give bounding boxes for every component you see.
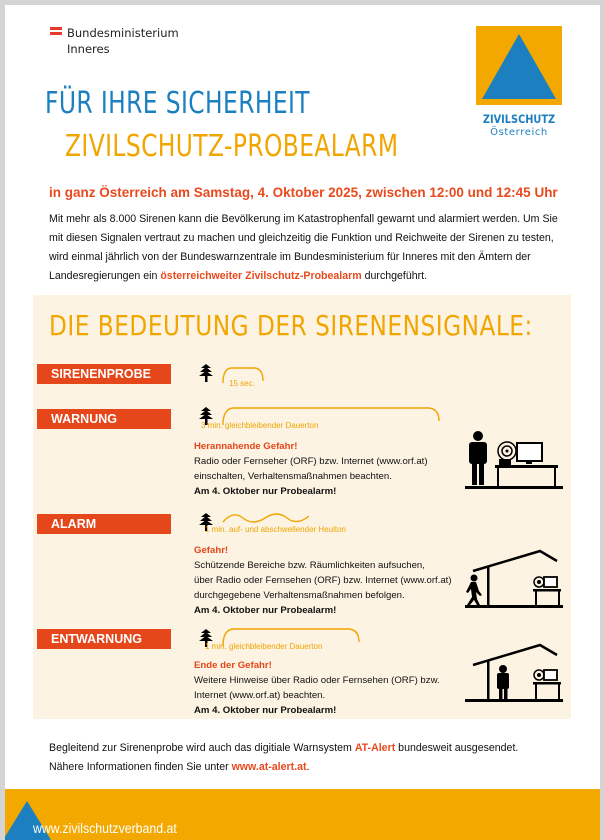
page-title: FÜR IHRE SICHERHEIT bbox=[45, 86, 310, 121]
signal-description-entwarnung bbox=[194, 658, 440, 718]
signal-note: Am 4. Oktober nur Probealarm! bbox=[194, 605, 337, 616]
intro-text-end: durchgeführt. bbox=[361, 270, 428, 282]
person-entering-house-icon bbox=[465, 549, 565, 609]
at-alert-highlight: AT-Alert bbox=[354, 742, 396, 754]
at-alert-link[interactable]: www.at-alert.at bbox=[231, 761, 307, 773]
flyer-page bbox=[5, 5, 600, 840]
signal-label-alarm: ALARM bbox=[37, 514, 171, 534]
person-inside-house-icon bbox=[465, 641, 565, 703]
intro-text-main: Mit mehr als 8.000 Sirenen kann die Bevölkerung im Katastrophenfall gewarnt und alarmiert werden. Um Sie mit diesen Signalen vertraut zu machen und gleichzeitig die Funktion und Reichweite der Sirenen zu testen, wird einmal jährlich von der Bundeswarnzentrale im Bundesministerium für Inneres mit den Ämtern der Landesregierungen ein bbox=[49, 213, 558, 282]
ministry-name bbox=[67, 25, 179, 57]
austria-flag-icon bbox=[50, 27, 62, 37]
footer-website-link[interactable]: www.zivilschutzverband.at bbox=[33, 820, 177, 836]
signal-heading: Gefahr! bbox=[194, 545, 229, 556]
siren-icon bbox=[199, 364, 213, 382]
more-info-text: Nähere Informationen finden Sie unter bbox=[49, 761, 232, 773]
tone-duration: 15 sec. bbox=[229, 379, 255, 388]
signal-label-sirenenprobe: SIRENENPROBE bbox=[37, 364, 171, 384]
ministry-line2: Inneres bbox=[67, 42, 110, 56]
footer-bar bbox=[5, 789, 600, 840]
triangle-logo-icon bbox=[476, 26, 562, 105]
page-subtitle: ZIVILSCHUTZ-PROBEALARM bbox=[65, 129, 399, 164]
signal-note: Am 4. Oktober nur Probealarm! bbox=[194, 705, 337, 716]
at-alert-info bbox=[49, 739, 518, 777]
signal-text-line: Weitere Hinweise über Radio oder Fernsehen (ORF) bzw. bbox=[194, 675, 440, 686]
at-alert-line2 bbox=[49, 758, 518, 777]
signal-text-line: einschalten, Verhaltensmaßnahmen beachten. bbox=[194, 471, 392, 482]
at-alert-text: Begleitend zur Sirenenprobe wird auch das digitiale Warnsystem bbox=[49, 742, 355, 754]
tone-description: 1 min. gleichbleibender Dauerton bbox=[205, 642, 323, 651]
wailing-tone-curve-icon bbox=[221, 510, 311, 526]
logo-country: Österreich bbox=[490, 127, 548, 138]
signal-text-line: Schützende Bereiche bzw. Räumlichkeiten aufsuchen, bbox=[194, 560, 425, 571]
signal-label-entwarnung: ENTWARNUNG bbox=[37, 629, 171, 649]
intro-text bbox=[49, 210, 569, 286]
ministry-line1: Bundesministerium bbox=[67, 26, 179, 40]
zivilschutz-logo bbox=[476, 26, 562, 138]
siren-signals-panel bbox=[33, 295, 571, 719]
intro-highlight: österreichweiter Zivilschutz-Probealarm bbox=[160, 270, 362, 282]
date-line: in ganz Österreich am Samstag, 4. Oktober 2025, zwischen 12:00 und 12:45 Uhr bbox=[49, 185, 558, 200]
signal-text-line: Internet (www.orf.at) beachten. bbox=[194, 690, 326, 701]
tone-description: 3 min. gleichbleibender Dauerton bbox=[201, 421, 319, 430]
person-with-radio-tv-icon bbox=[465, 429, 565, 491]
section-title: DIE BEDEUTUNG DER SIRENENSIGNALE: bbox=[49, 309, 533, 342]
signal-description-warnung bbox=[194, 439, 428, 499]
signal-description-alarm bbox=[194, 543, 452, 618]
signal-text-line: Radio oder Fernseher (ORF) bzw. Internet (www.orf.at) bbox=[194, 456, 428, 467]
logo-name: ZIVILSCHUTZ bbox=[482, 112, 556, 126]
at-alert-line1 bbox=[49, 739, 518, 758]
more-info-end: . bbox=[306, 761, 310, 773]
tone-description: 1 min. auf- und abschwellender Heulton bbox=[205, 525, 346, 534]
at-alert-text-end: bundesweit ausgesendet. bbox=[395, 742, 519, 754]
signal-text-line: über Radio oder Fernsehen (ORF) bzw. Internet (www.orf.at) bbox=[194, 575, 452, 586]
signal-note: Am 4. Oktober nur Probealarm! bbox=[194, 486, 337, 497]
signal-heading: Ende der Gefahr! bbox=[194, 660, 272, 671]
signal-text-line: durchgegebene Verhaltensmaßnahmen befolgen. bbox=[194, 590, 405, 601]
signal-label-warnung: WARNUNG bbox=[37, 409, 171, 429]
signal-heading: Herannahende Gefahr! bbox=[194, 441, 298, 452]
